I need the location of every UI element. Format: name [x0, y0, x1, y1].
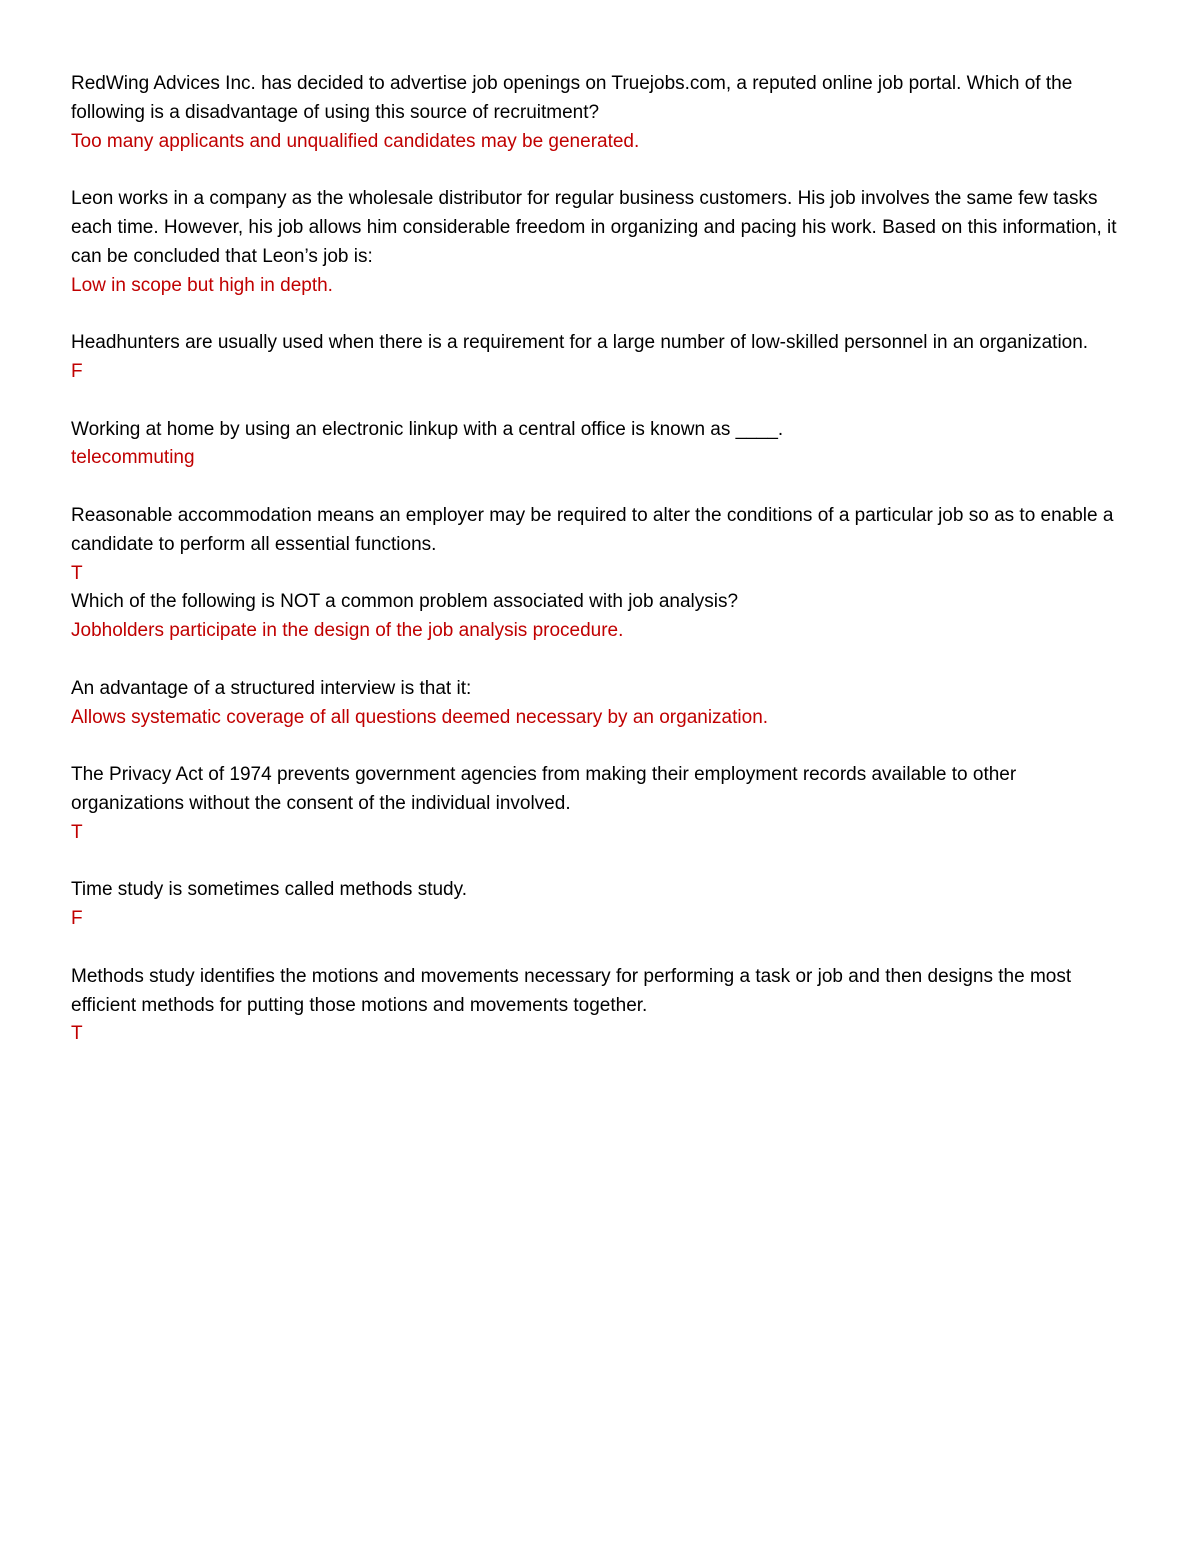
question-text: Leon works in a company as the wholesale distributor for regular business customers. His job involves the same few tasks each time. However, his job allows him considerable freedom in organizing and pacing his work. Based on this information, it can be concluded that Leon’s job is: — [71, 188, 1122, 267]
question-text: RedWing Advices Inc. has decided to advertise job openings on Truejobs.com, a reputed online job portal. Which of the following is a disadvantage of using this source of recruitment? — [71, 73, 1078, 123]
question-text: The Privacy Act of 1974 prevents government agencies from making their employment records available to other organizations without the consent of the individual involved. — [71, 764, 1022, 814]
document-body — [71, 70, 1131, 1078]
question-text: Which of the following is NOT a common problem associated with job analysis? — [71, 591, 739, 613]
answer-text: telecommuting — [71, 447, 195, 469]
qa-item-3 — [71, 329, 1131, 387]
qa-item-4 — [71, 416, 1131, 474]
answer-text: Jobholders participate in the design of the job analysis procedure. — [71, 620, 624, 642]
question-text: Headhunters are usually used when there is a requirement for a large number of low-skilled personnel in an organization. — [71, 332, 1089, 354]
answer-text: T — [71, 821, 83, 843]
question-text: Time study is sometimes called methods study. — [71, 879, 467, 901]
qa-item-9 — [71, 876, 1131, 934]
answer-text: Too many applicants and unqualified candidates may be generated. — [71, 130, 640, 152]
answer-text: Allows systematic coverage of all questions deemed necessary by an organization. — [71, 706, 769, 728]
qa-item-10 — [71, 963, 1131, 1049]
question-text: An advantage of a structured interview is that it: — [71, 677, 472, 699]
qa-item-7 — [71, 675, 1131, 733]
qa-item-6 — [71, 588, 1131, 646]
qa-item-1 — [71, 70, 1131, 156]
answer-text: F — [71, 360, 83, 382]
answer-text: T — [71, 1023, 83, 1045]
question-text: Working at home by using an electronic linkup with a central office is known as ____. — [71, 418, 784, 440]
question-text: Reasonable accommodation means an employer may be required to alter the conditions of a particular job so as to enable a candidate to perform all essential functions. — [71, 504, 1119, 555]
qa-item-8 — [71, 761, 1131, 847]
qa-item-5 — [71, 502, 1131, 588]
qa-item-2 — [71, 185, 1131, 300]
answer-text: F — [71, 908, 83, 930]
answer-text: T — [71, 562, 83, 584]
question-text: Methods study identifies the motions and movements necessary for performing a task or job and then designs the most efficient methods for putting those motions and movements together. — [71, 965, 1077, 1016]
answer-text: Low in scope but high in depth. — [71, 274, 333, 296]
